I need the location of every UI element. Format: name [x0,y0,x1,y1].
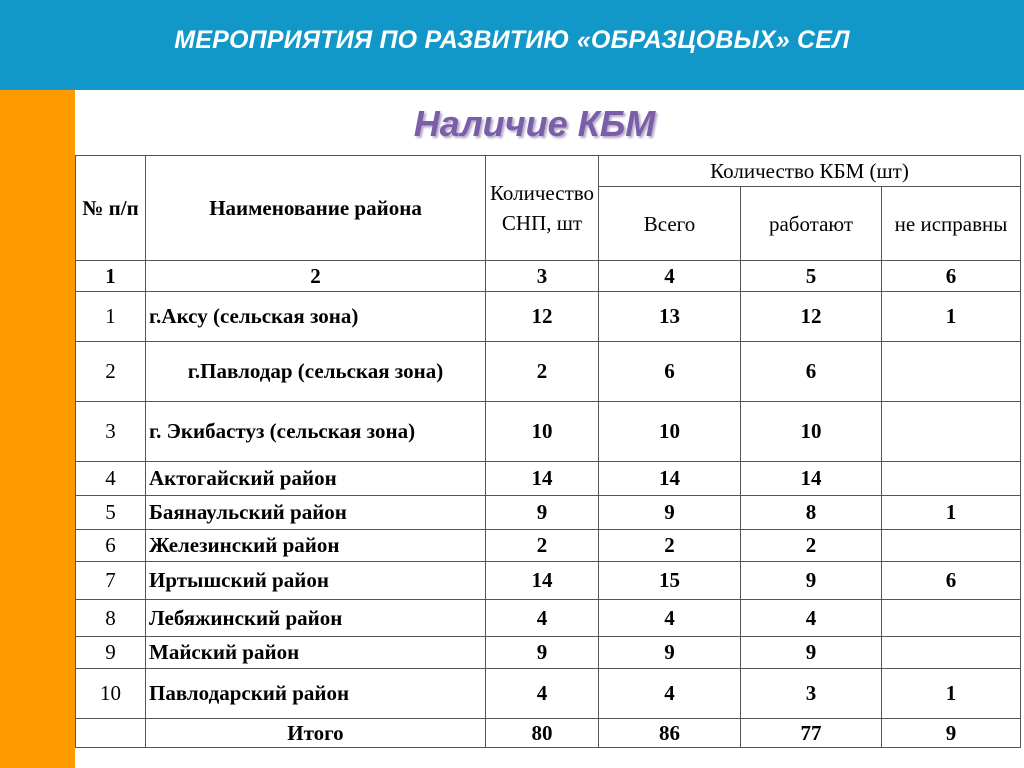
row-broken [882,530,1021,562]
row-working: 3 [741,669,882,719]
row-total: 14 [599,462,741,496]
column-number-row [76,261,1021,292]
row-total: 15 [599,562,741,600]
row-snp: 14 [486,462,599,496]
row-snp: 2 [486,530,599,562]
row-snp: 9 [486,637,599,669]
row-number: 3 [76,402,146,462]
row-number: 8 [76,600,146,637]
row-name: Лебяжинский район [146,600,486,637]
header-name: Наименование района [146,156,486,261]
header-snp: Количество СНП, шт [486,156,599,261]
row-broken [882,600,1021,637]
row-working: 8 [741,496,882,530]
colnum-cell: 2 [146,261,486,292]
row-name: г. Экибастуз (сельская зона) [146,402,486,462]
row-total: 6 [599,342,741,402]
row-snp: 2 [486,342,599,402]
table-row [76,637,1021,669]
colnum-cell: 4 [599,261,741,292]
row-name: Павлодарский район [146,669,486,719]
total-label: Итого [146,719,486,748]
row-broken [882,402,1021,462]
row-number: 7 [76,562,146,600]
row-broken: 1 [882,669,1021,719]
table-row [76,530,1021,562]
row-broken: 6 [882,562,1021,600]
row-working: 2 [741,530,882,562]
row-broken: 1 [882,496,1021,530]
colnum-cell: 6 [882,261,1021,292]
row-working: 9 [741,562,882,600]
row-total: 4 [599,600,741,637]
row-number: 2 [76,342,146,402]
row-snp: 10 [486,402,599,462]
row-broken: 1 [882,292,1021,342]
total-working: 77 [741,719,882,748]
table-row [76,496,1021,530]
page-title: МЕРОПРИЯТИЯ ПО РАЗВИТИЮ «ОБРАЗЦОВЫХ» СЕЛ [174,26,850,54]
total-broken: 9 [882,719,1021,748]
colnum-cell: 3 [486,261,599,292]
side-accent-bar [0,90,75,768]
row-working: 9 [741,637,882,669]
row-total: 2 [599,530,741,562]
row-name: Железинский район [146,530,486,562]
header-working: работают [741,187,882,261]
row-number: 10 [76,669,146,719]
row-total: 10 [599,402,741,462]
total-empty-cell [76,719,146,748]
row-snp: 12 [486,292,599,342]
row-name: Актогайский район [146,462,486,496]
subtitle: Наличие КБМ [413,103,656,144]
header-kbm-group: Количество КБМ (шт) [599,156,1021,187]
row-name: Иртышский район [146,562,486,600]
header-total: Всего [599,187,741,261]
header-num: № п/п [76,156,146,261]
row-number: 6 [76,530,146,562]
row-number: 1 [76,292,146,342]
row-number: 9 [76,637,146,669]
row-broken [882,462,1021,496]
row-total: 13 [599,292,741,342]
row-snp: 4 [486,600,599,637]
colnum-cell: 5 [741,261,882,292]
total-total: 86 [599,719,741,748]
kbm-table [75,155,1021,748]
table-row [76,562,1021,600]
table-row [76,669,1021,719]
row-snp: 9 [486,496,599,530]
table-row [76,402,1021,462]
row-working: 10 [741,402,882,462]
row-snp: 14 [486,562,599,600]
row-working: 6 [741,342,882,402]
colnum-cell: 1 [76,261,146,292]
row-name: Баянаульский район [146,496,486,530]
row-name: Майский район [146,637,486,669]
row-total: 9 [599,637,741,669]
row-broken [882,342,1021,402]
row-name: г.Павлодар (сельская зона) [146,342,486,402]
row-total: 4 [599,669,741,719]
row-name: г.Аксу (сельская зона) [146,292,486,342]
row-number: 5 [76,496,146,530]
table-row [76,600,1021,637]
table-row [76,292,1021,342]
row-number: 4 [76,462,146,496]
total-row [76,719,1021,748]
row-working: 12 [741,292,882,342]
total-snp: 80 [486,719,599,748]
row-working: 14 [741,462,882,496]
row-broken [882,637,1021,669]
row-total: 9 [599,496,741,530]
header-broken: не исправны [882,187,1021,261]
row-snp: 4 [486,669,599,719]
table-row [76,462,1021,496]
table-row [76,342,1021,402]
row-working: 4 [741,600,882,637]
